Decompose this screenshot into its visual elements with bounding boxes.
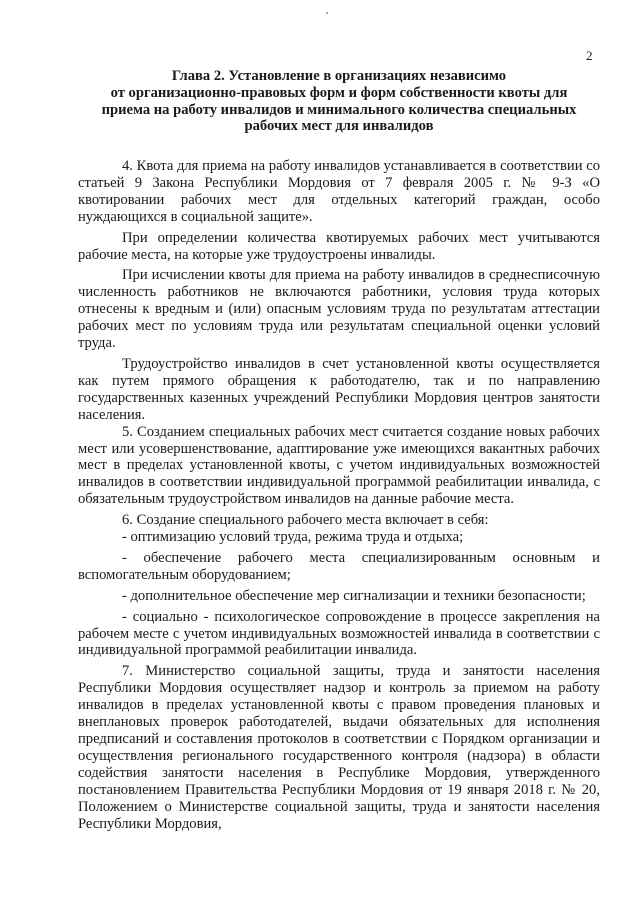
paragraph-7: 7. Министерство социальной защиты, труда и занятости населения Республики Мордовия осуществляет надзор и контроль за приемом на работу инвалидов в пределах установленной квоты с правом проведения плановых и внеплановых проверок работодателей, выдачи обязательных для исполнения предписаний и составления протоколов в соответствии с Порядком организации и осуществления регионального государственного контроля (надзора) в области содействия занятости населения в Республике Мордовия, утвержденного постановлением Правительства Республики Мордовия от 19 января 2018 г. № 20, Положением о Министерстве социальной защиты, труда и занятости населения Республики Мордовия, — [78, 663, 600, 832]
paragraph: Трудоустройство инвалидов в счет установленной квоты осуществляется как путем прямого обращения к работодателю, так и по направлению государственных казенных учреждений Республики Мордовия центров занятости населения. — [78, 355, 600, 423]
list-item: - дополнительное обеспечение мер сигнализации и техники безопасности; — [122, 587, 586, 604]
list-item: - социально - психологическое сопровождение в процессе закрепления на рабочем месте с учетом индивидуальных возможностей инвалида в соответствии с индивидуальной программой реабилитации инвалида. — [78, 608, 600, 659]
paragraph: При исчислении квоты для приема на работу инвалидов в среднесписочную численность работников не включаются работники, условия труда которых отнесены к вредным и (или) опасным условиям труда по результатам аттестации рабочих мест по условиям труда или результатам специальной оценки условий труда. — [78, 267, 600, 352]
paragraph-5: 5. Созданием специальных рабочих мест считается создание новых рабочих мест или усовершенствование, адаптирование уже имеющихся вакантных рабочих мест в пределах установленной квоты, с учетом индивидуальных возможностей инвалидов в соответствии индивидуальной программой реабилитации инвалида, с обязательным трудоустройством инвалидов на данные рабочие места. — [78, 423, 600, 508]
body-text — [78, 158, 600, 832]
paragraph: При определении количества квотируемых рабочих мест учитываются рабочие места, на которые уже трудоустроены инвалиды. — [78, 229, 600, 263]
scan-speck — [326, 12, 328, 14]
heading-line: Глава 2. Установление в организациях независимо — [171, 68, 507, 84]
paragraph-4: 4. Квота для приема на работу инвалидов устанавливается в соответствии со статьей 9 Закона Республики Мордовия от 7 февраля 2005 г. № 9-З «О квотировании рабочих мест для отдельных категорий граждан, особо нуждающихся в социальной защите». — [78, 158, 600, 225]
list-item: - обеспечение рабочего места специализированным основным и вспомогательным оборудованием; — [78, 549, 600, 583]
heading-line: приема на работу инвалидов и минимального количества специальных — [101, 101, 577, 118]
heading-line: рабочих мест для инвалидов — [244, 118, 434, 135]
page-number: 2 — [586, 48, 593, 63]
list-item: - оптимизацию условий труда, режима труда и отдыха; — [122, 529, 464, 546]
chapter-heading — [78, 68, 600, 135]
paragraph-6: 6. Создание специального рабочего места включает в себя: — [122, 512, 489, 529]
heading-line: от организационно-правовых форм и форм собственности квоты для — [110, 84, 568, 101]
